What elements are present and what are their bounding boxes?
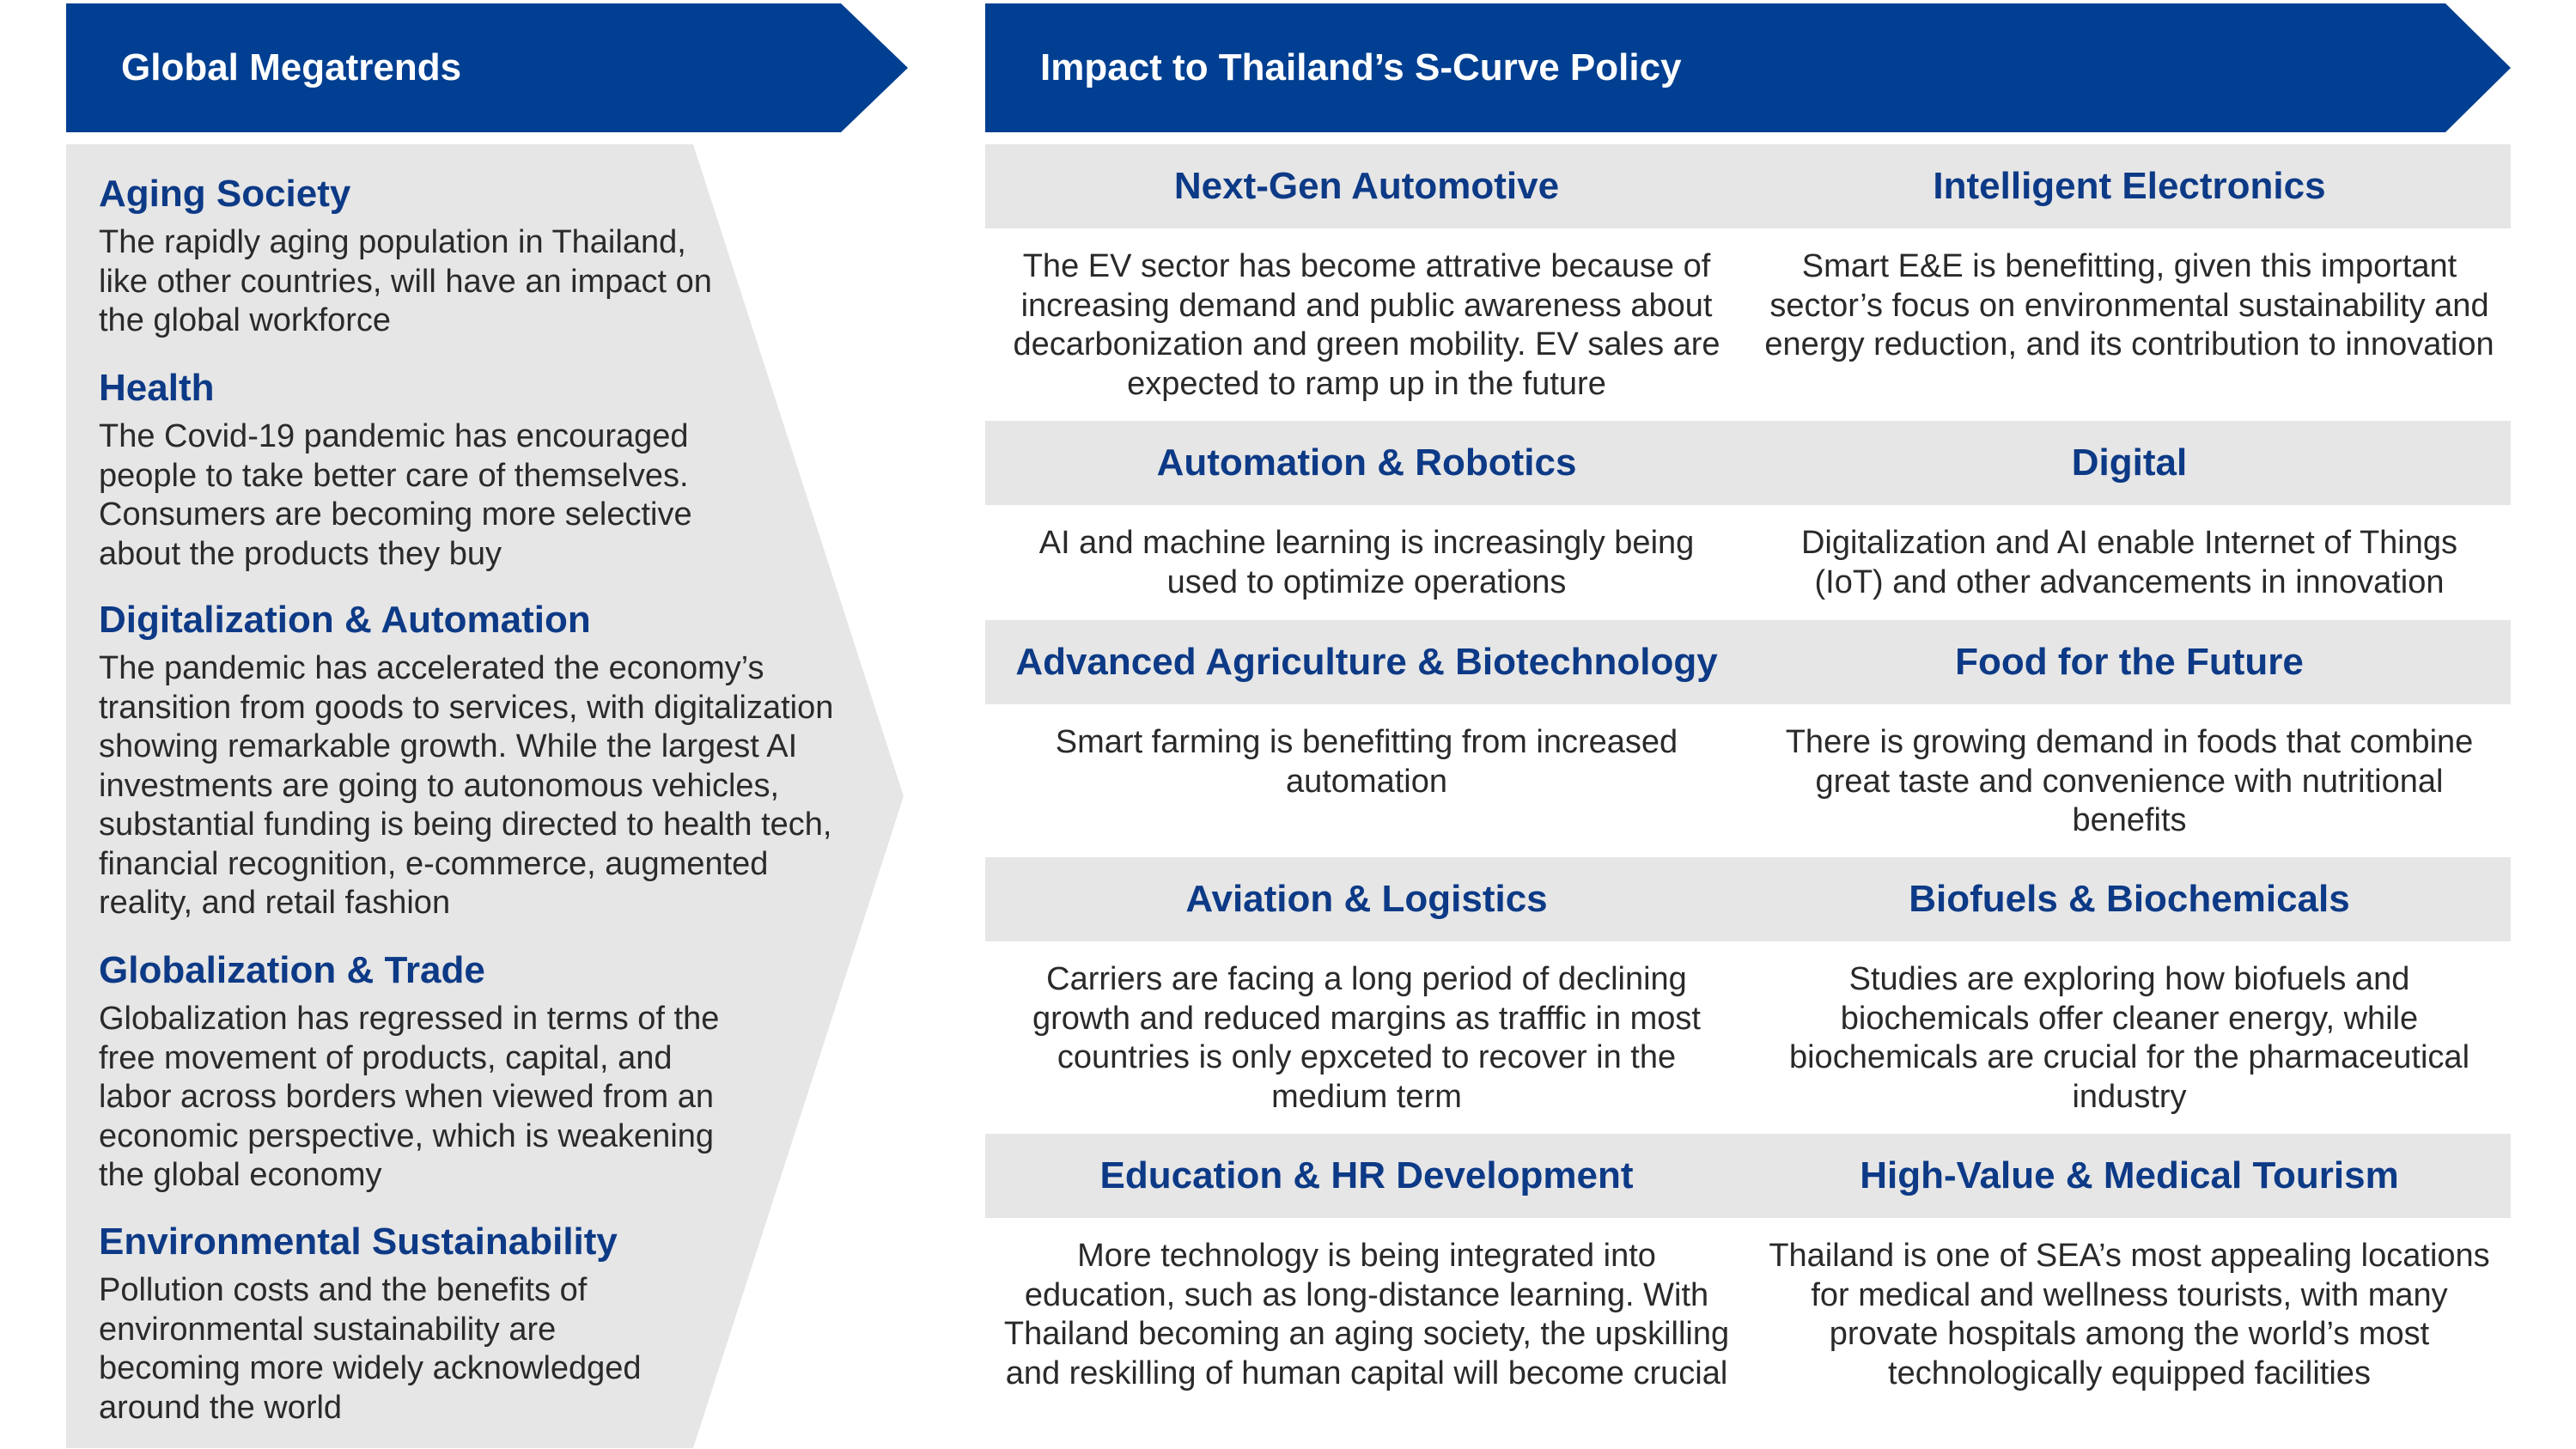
- megatrend-globalization-trade: [99, 947, 872, 1196]
- policy-text: Studies are exploring how biofuels and biochemicals offer cleaner energy, while biochemicals are crucial for the pharmaceutical industry: [1788, 961, 2470, 1115]
- policy-title-advanced-agriculture-biotechnology: Advanced Agriculture & Biotechnology: [1015, 641, 1718, 683]
- megatrend-title: Digitalization & Automation: [99, 599, 591, 641]
- megatrend-title: Environmental Sustainability: [99, 1221, 618, 1263]
- policy-title-next-gen-automotive: Next-Gen Automotive: [1173, 165, 1560, 207]
- policy-text: The EV sector has become attrative because of increasing demand and public awareness about decarbonization and green mobility. EV sales are expected to ramp up in the future: [1013, 248, 1720, 402]
- megatrend-title: Globalization & Trade: [99, 949, 485, 991]
- policy-title-aviation-logistics: Aviation & Logistics: [1185, 878, 1548, 920]
- policy-text: AI and machine learning is increasingly being used to optimize operations: [1038, 525, 1695, 600]
- policy-text: Carriers are facing a long period of declining growth and reduced margins as trafffic in most countries is only epxceted to recover in the medium term: [1032, 961, 1701, 1115]
- global-megatrends-banner: [66, 3, 908, 132]
- policy-title-high-value-medical-tourism: High-Value & Medical Tourism: [1860, 1154, 2399, 1196]
- policy-text: Smart farming is benefitting from increased automation: [1055, 724, 1678, 800]
- megatrend-text: The pandemic has accelerated the economy’s transition from goods to services, with digitalization showing remarkable growth. While the largest AI investments are going to autonomous vehicles, substantial funding is being directed to health tech, financial recognition, e-commerce, augmented reality, and retail fashion: [99, 650, 834, 921]
- policy-title-food-for-the-future: Food for the Future: [1955, 641, 2304, 683]
- policy-text: Digitalization and AI enable Internet of Things (IoT) and other advancements in innovation: [1800, 525, 2458, 600]
- megatrend-aging-society: [99, 170, 872, 341]
- left-header-title: Global Megatrends: [121, 46, 462, 88]
- megatrend-health: [99, 364, 872, 574]
- policy-title-intelligent-electronics: Intelligent Electronics: [1933, 165, 2326, 207]
- megatrend-text: The Covid-19 pandemic has encouraged people to take better care of themselves. Consumers are becoming more selective about the products they buy: [99, 418, 692, 572]
- megatrend-text: The rapidly aging population in Thailand, like other countries, will have an impact on the global workforce: [99, 224, 712, 338]
- right-header-title: Impact to Thailand’s S-Curve Policy: [1040, 46, 1682, 88]
- policy-text: Thailand is one of SEA’s most appealing locations for medical and wellness tourists, with many provate hospitals among the world’s most technologically equipped facilities: [1769, 1238, 2490, 1391]
- megatrend-text: Pollution costs and the benefits of environmental sustainability are becoming more widely acknowledged around the world: [99, 1272, 642, 1426]
- megatrend-digitalization-automation: [99, 596, 872, 923]
- megatrends-panel: [66, 144, 908, 1448]
- policy-title-education-hr-development: Education & HR Development: [1099, 1154, 1634, 1196]
- policy-title-automation-robotics: Automation & Robotics: [1156, 441, 1577, 484]
- policy-title-digital: Digital: [2071, 441, 2188, 484]
- megatrend-title: Health: [99, 367, 215, 409]
- policy-text: Smart E&E is benefitting, given this important sector’s focus on environmental sustainability and energy reduction, and its contribution to innovation: [1764, 248, 2494, 362]
- policy-text: More technology is being integrated into education, such as long-distance learning. With Thailand becoming an aging society, the upskilling and reskilling of human capital will become crucial: [1003, 1238, 1730, 1391]
- policy-text: There is growing demand in foods that combine great taste and convenience with nutritional benefits: [1785, 724, 2474, 838]
- s-curve-policy-banner: [985, 3, 2511, 132]
- megatrend-text: Globalization has regressed in terms of the free movement of products, capital, and labor across borders when viewed from an economic perspective, which is weakening the global economy: [99, 1001, 720, 1193]
- megatrend-title: Aging Society: [99, 173, 351, 215]
- policy-title-biofuels-biochemicals: Biofuels & Biochemicals: [1909, 878, 2350, 920]
- megatrend-environmental-sustainability: [99, 1218, 872, 1428]
